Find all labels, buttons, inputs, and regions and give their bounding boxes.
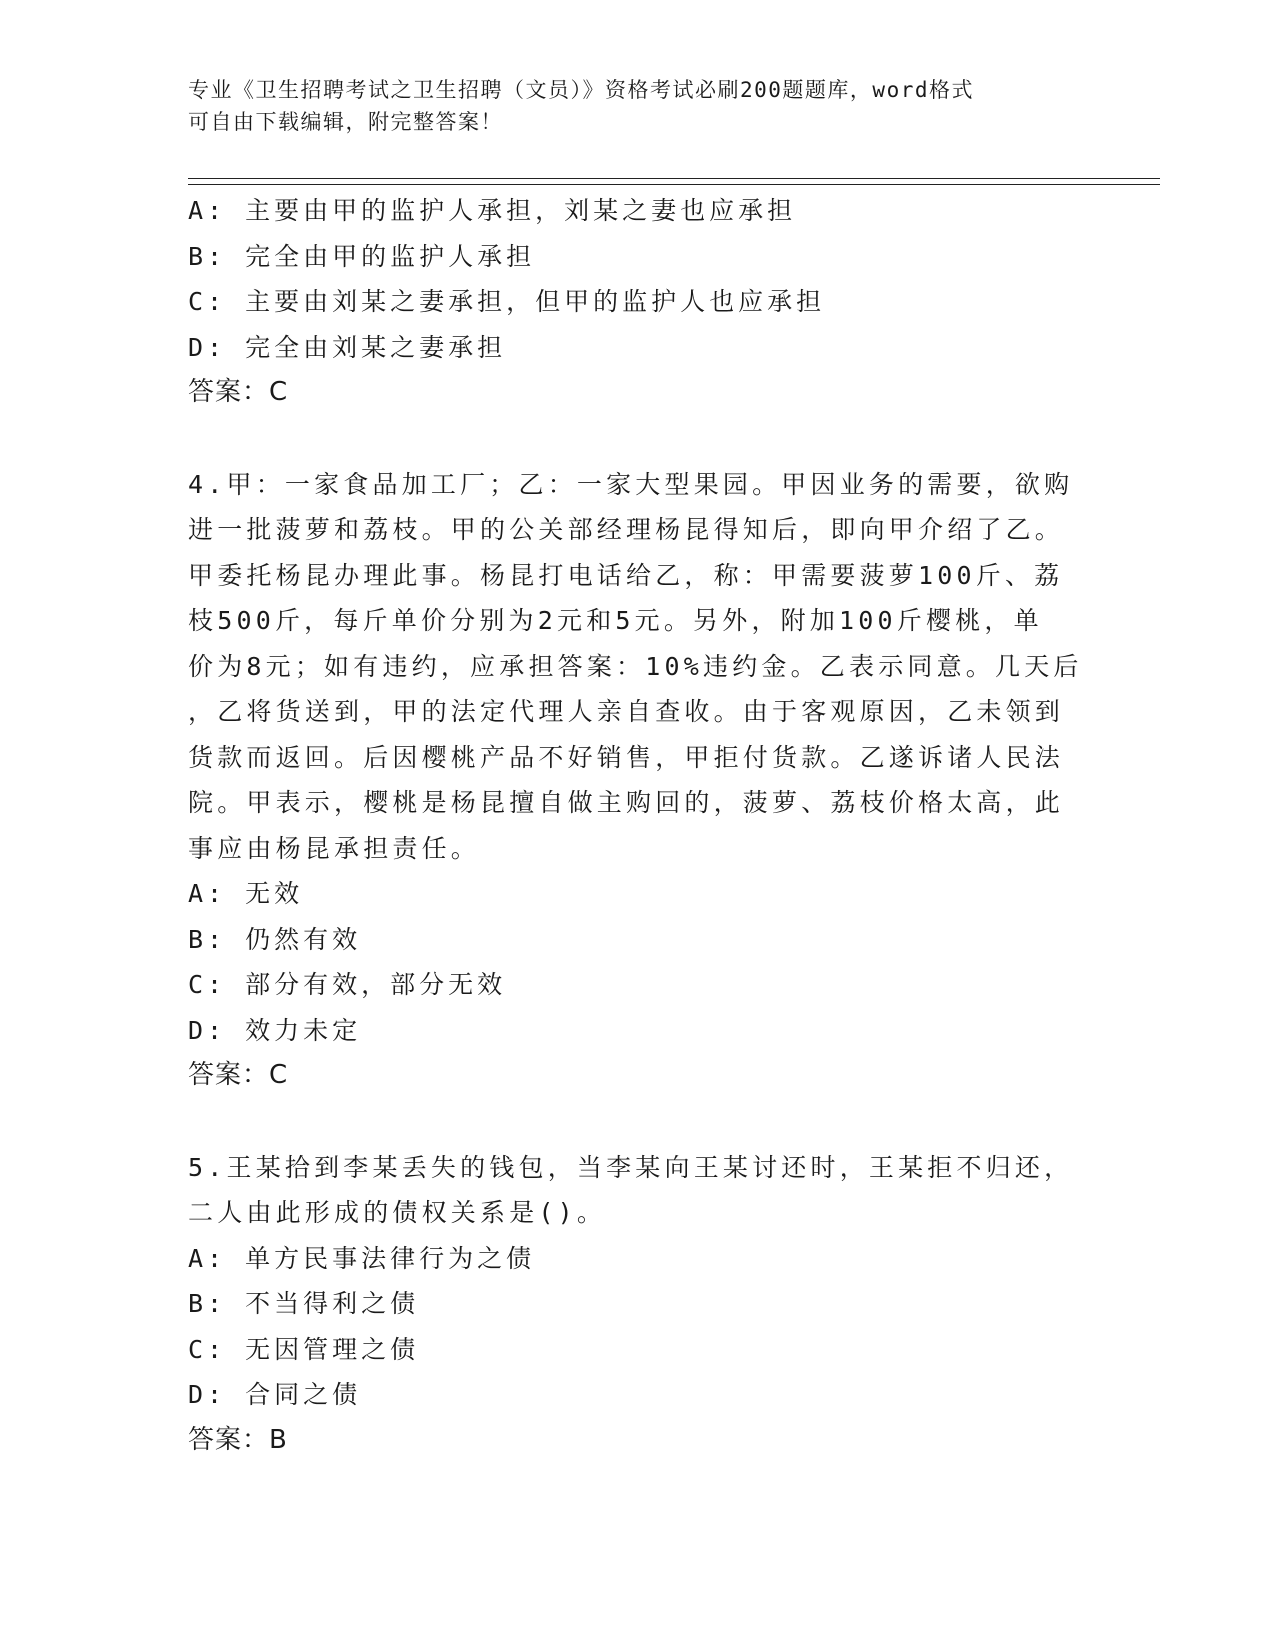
stem-line: 甲委托杨昆办理此事。杨昆打电话给乙，称：甲需要菠萝100斤、荔 [188, 560, 1064, 590]
stem-line: 4.甲：一家食品加工厂；乙：一家大型果园。甲因业务的需要，欲购 [188, 469, 1074, 499]
stem-line: 事应由杨昆承担责任。 [188, 833, 481, 863]
stem-line: 院。甲表示，樱桃是杨昆擅自做主购回的，菠萝、荔枝价格太高，此 [188, 788, 1065, 817]
spacer [188, 416, 1088, 462]
header-line-2: 可自由下载编辑，附完整答案！ [188, 110, 503, 134]
option-d: D: 完全由刘某之妻承担 [188, 332, 507, 362]
answer-line: 答案：C [188, 1060, 289, 1090]
question-4 [188, 462, 1088, 1099]
question-5 [188, 1145, 1088, 1464]
option-a: A: 单方民事法律行为之债 [188, 1243, 536, 1273]
option-b: B: 不当得利之债 [188, 1289, 420, 1318]
question-stem [188, 1145, 1074, 1236]
answer-line: 答案：C [188, 377, 289, 407]
header-divider-bottom [188, 184, 1160, 185]
question-stem [188, 462, 1083, 872]
option-a: A: 无效 [188, 879, 304, 908]
document-header [188, 74, 1088, 138]
stem-line: ，乙将货送到，甲的法定代理人亲自查收。由于客观原因，乙未领到 [188, 697, 1065, 726]
question-3 [188, 188, 1088, 416]
option-c: C: 部分有效，部分无效 [188, 970, 507, 999]
option-d: D: 合同之债 [188, 1380, 362, 1409]
stem-line: 进一批菠萝和荔枝。甲的公关部经理杨昆得知后，即向甲介绍了乙。 [188, 515, 1065, 544]
option-b: B: 完全由甲的监护人承担 [188, 241, 536, 271]
option-d: D: 效力未定 [188, 1015, 362, 1045]
option-c: C: 无因管理之债 [188, 1334, 420, 1364]
answer-line: 答案：B [188, 1424, 288, 1455]
option-b: B: 仍然有效 [188, 924, 362, 954]
stem-line: 二人由此形成的债权关系是()。 [188, 1198, 607, 1227]
stem-line: 5.王某拾到李某丢失的钱包，当李某向王某讨还时，王某拒不归还， [188, 1152, 1074, 1182]
stem-line: 货款而返回。后因樱桃产品不好销售，甲拒付货款。乙遂诉诸人民法 [188, 742, 1065, 772]
stem-line: 价为8元；如有违约，应承担答案：10%违约金。乙表示同意。几天后 [188, 651, 1083, 681]
option-c: C: 主要由刘某之妻承担，但甲的监护人也应承担 [188, 287, 826, 316]
header-divider-top [188, 178, 1160, 179]
header-line-1: 专业《卫生招聘考试之卫生招聘（文员）》资格考试必刷200题题库，word格式 [188, 78, 974, 102]
option-a: A: 主要由甲的监护人承担，刘某之妻也应承担 [188, 196, 797, 225]
document-body [188, 188, 1088, 1463]
stem-line: 枝500斤，每斤单价分别为2元和5元。另外，附加100斤樱桃，单 [188, 606, 1043, 635]
spacer [188, 1099, 1088, 1145]
